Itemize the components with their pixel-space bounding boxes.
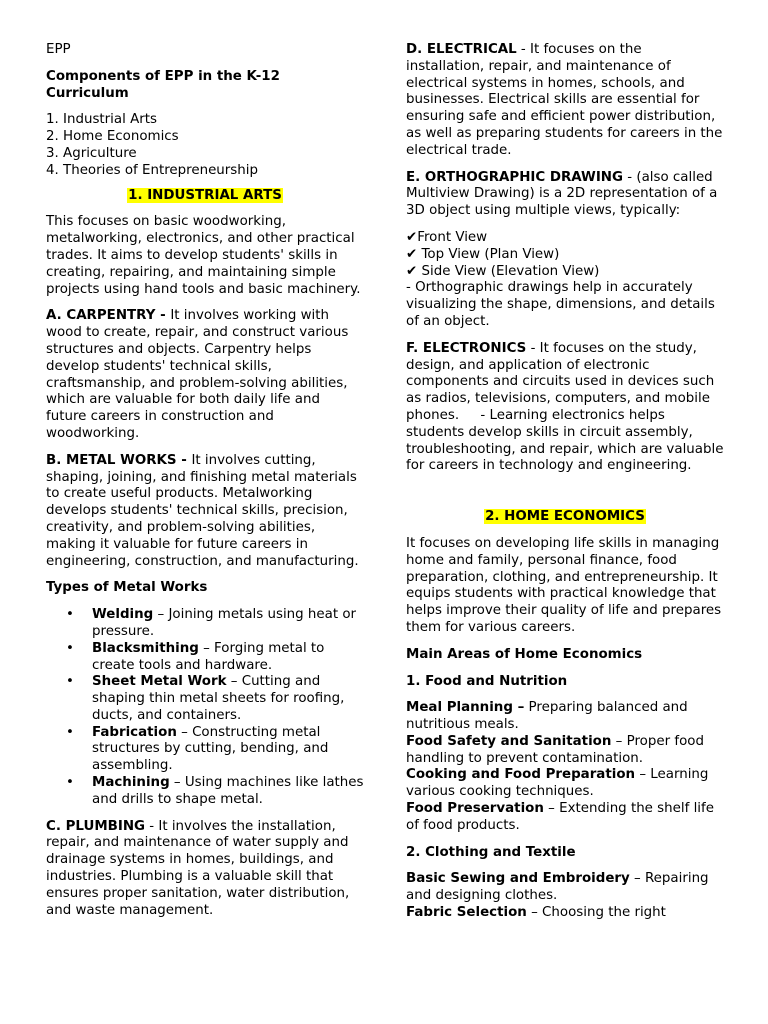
bullet-icon: •: [66, 724, 74, 740]
metal-works-paragraph: B. METAL WORKS - It involves cutting, shaping, joining, and finishing metal materials to create useful products. Metalworking develops students' technical skills, precision, creativity, and problem-solving abilities, making it valuable for future careers in engineering, construction, and manufacturing.: [46, 452, 359, 569]
food-item-preservation: Food Preservation – Extending the shelf life of food products.: [406, 801, 714, 833]
food-item-cooking: Cooking and Food Preparation – Learning various cooking techniques.: [406, 767, 709, 800]
bullet-icon: •: [66, 674, 74, 690]
orthographic-paragraph: E. ORTHOGRAPHIC DRAWING - (also called Multiview Drawing) is a 2D representation of a 3D object using multiple views, typically:: [406, 169, 718, 219]
clothing-textile-heading: 2. Clothing and Textile: [406, 844, 576, 860]
plumbing-paragraph: C. PLUMBING - It involves the installation, repair, and maintenance of water supply and drainage systems in homes, buildings, and industries. Plumbing is a valuable skill that ensures proper sanitation, water distribution, and waste management.: [46, 818, 350, 918]
list-item: ✔ Top View (Plan View): [406, 246, 560, 262]
bullet-icon: •: [66, 640, 74, 656]
views-list: [406, 230, 724, 280]
food-item-safety: Food Safety and Sanitation – Proper food handling to prevent contamination.: [406, 733, 704, 766]
clothing-item-sewing: Basic Sewing and Embroidery – Repairing and designing clothes.: [406, 871, 709, 904]
list-item: ✔Front View: [406, 229, 488, 245]
list-item: • Machining – Using machines like lathes and drills to shape metal.: [66, 775, 364, 807]
list-item: • Blacksmithing – Forging metal to create tools and hardware.: [66, 640, 325, 673]
bullet-icon: •: [66, 607, 74, 623]
carpentry-paragraph: A. CARPENTRY - It involves working with wood to create, repair, and construct various structures and objects. Carpentry helps develop students' technical skills, craftsmanship, and problem-solving abilities, which are valuable for both daily life and future careers in construction and woodworking.: [46, 308, 349, 441]
electronics-paragraph: F. ELECTRONICS - It focuses on the study, design, and application of electronic components and circuits used in devices such as radios, televisions, computers, and mobile phones. - Learning electronics helps students develop skills in circuit assembly, troubleshooting, and repair, which are valuable for careers in technology and engineering.: [406, 340, 724, 474]
list-item: 4. Theories of Entrepreneurship: [46, 162, 258, 178]
clothing-item-fabric: Fabric Selection – Choosing the right: [406, 905, 666, 921]
doc-title: Components of EPP in the K-12 Curriculum: [46, 68, 280, 101]
components-list: [46, 112, 364, 179]
list-item: • Welding – Joining metals using heat or pressure.: [66, 607, 357, 639]
list-item: 1. Industrial Arts: [46, 112, 157, 128]
list-item: 3. Agriculture: [46, 145, 137, 161]
types-heading: Types of Metal Works: [46, 580, 208, 596]
metal-types-list: [46, 607, 364, 809]
food-item-meal-planning: Meal Planning – Preparing balanced and nutritious meals.: [406, 700, 688, 733]
main-areas-heading: Main Areas of Home Economics: [406, 646, 643, 662]
bullet-icon: •: [66, 775, 74, 791]
list-item: ✔ Side View (Elevation View): [406, 263, 600, 279]
electrical-paragraph: D. ELECTRICAL - It focuses on the installation, repair, and maintenance of electrical systems in homes, schools, and businesses. Electrical skills are essential for ensuring safe and efficient power distribution, as well as preparing students for careers in the electrical trade.: [406, 42, 723, 158]
orthographic-note: - Orthographic drawings help in accurately visualizing the shape, dimensions, and details of an object.: [406, 280, 715, 329]
food-nutrition-heading: 1. Food and Nutrition: [406, 673, 568, 689]
home-economics-intro: It focuses on developing life skills in managing home and family, personal finance, food preparation, clothing, and entrepreneurship. It equips students with practical knowledge that helps improve their quality of life and prepares them for various careers.: [406, 535, 722, 635]
right-column: [406, 42, 724, 922]
list-item: • Fabrication – Constructing metal structures by cutting, bending, and assembling.: [66, 724, 329, 774]
doc-header: EPP: [46, 42, 71, 57]
list-item: 2. Home Economics: [46, 129, 179, 145]
section-heading-industrial-arts: 1. INDUSTRIAL ARTS: [128, 187, 282, 203]
industrial-arts-intro: This focuses on basic woodworking, metalworking, electronics, and other practical trades. It aims to develop students' skills in creating, repairing, and maintaining simple projects using hand tools and basic machinery.: [46, 214, 361, 297]
section-spacer: [406, 485, 724, 509]
list-item: • Sheet Metal Work – Cutting and shaping thin metal sheets for roofing, ducts, and containers.: [66, 674, 345, 723]
section-heading-home-economics: 2. HOME ECONOMICS: [485, 509, 645, 525]
left-column: [46, 42, 364, 929]
